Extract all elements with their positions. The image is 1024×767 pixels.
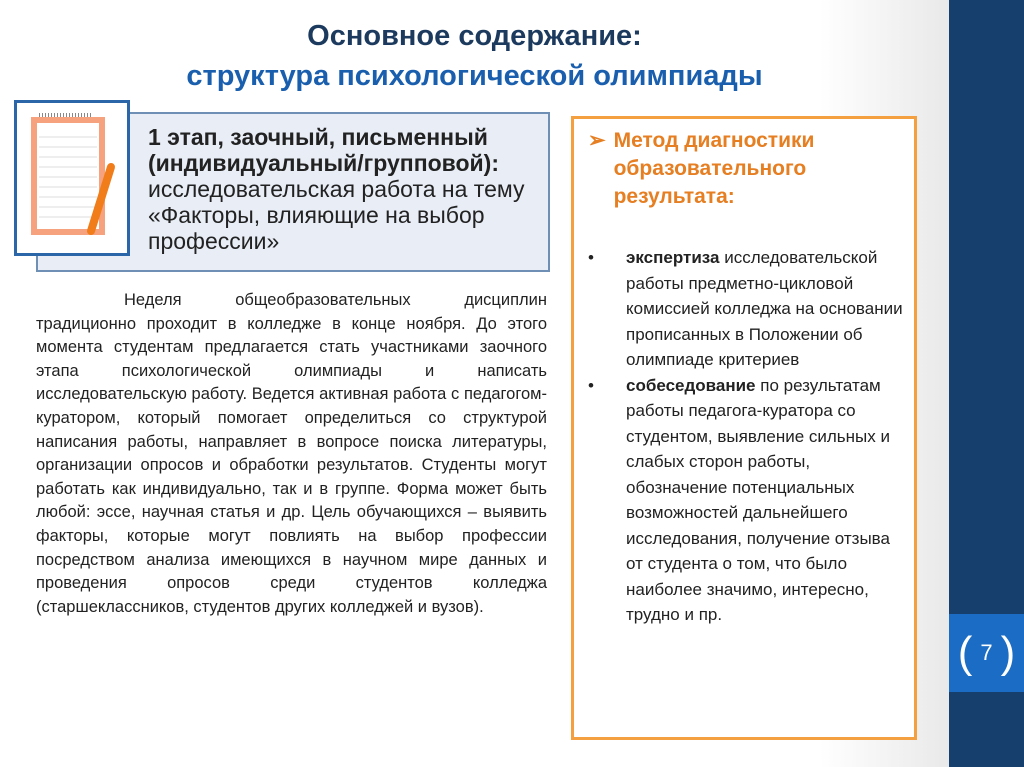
bullet-icon: • — [588, 248, 594, 267]
page-number-badge: ( 7 ) — [949, 614, 1024, 692]
stage-title: 1 этап, заочный, письменный (индивидуальный/групповой): — [148, 124, 499, 176]
list-item — [588, 245, 904, 373]
method-heading: Метод диагностики образовательного результата: — [613, 129, 815, 208]
item-bold: собеседование — [626, 375, 756, 395]
notepad-icon — [14, 100, 130, 256]
list-item — [588, 373, 904, 628]
method-box — [571, 116, 917, 740]
slide-subtitle: структура психологической олимпиады — [186, 60, 763, 92]
slide-title: Основное содержание: — [307, 20, 642, 52]
item-bold: экспертиза — [626, 248, 720, 267]
page-number: 7 — [980, 640, 993, 665]
description-paragraph — [36, 289, 547, 619]
item-text: по результатам работы педагога-куратора со студентом, выявление сильных и слабых сторон работы, обозначение потенциальных возможностей дальнейшего исследования, получение отзыва от студента о том, что было наиболее значимо, интересно, трудно и пр. — [626, 375, 890, 624]
item-text: исследовательской работы предметно-цикловой комиссией колледжа на основании прописанных в Положении об олимпиаде критериев — [626, 248, 903, 369]
arrow-bullet-icon: ➢ — [588, 129, 606, 152]
paragraph-text: Неделя общеобразовательных дисциплин традиционно проходит в колледже в конце ноября. До этого момента студентам предлагается стать участниками заочного этапа психологической олимпиады и написать исследовательскую работу. Ведется активная работа с педагогом-куратором, который помогает определиться со структурой написания работы, направляет в вопросе поиска литературы, организации опросов и обработки результатов. Студенты могут работать как индивидуально, так и в группе. Форма может быть любой: эссе, научная статья и др. Цель обучающихся – выявить факторы, которые могут повлиять на выбор профессии посредством анализа имеющихся в научном мире данных и проведения опросов среди студентов колледжа (старшеклассников, студентов других колледжей и вузов). — [36, 291, 547, 616]
stage-text: исследовательская работа на тему «Факторы, влияющие на выбор профессии» — [148, 176, 525, 254]
bullet-icon: • — [588, 375, 594, 395]
